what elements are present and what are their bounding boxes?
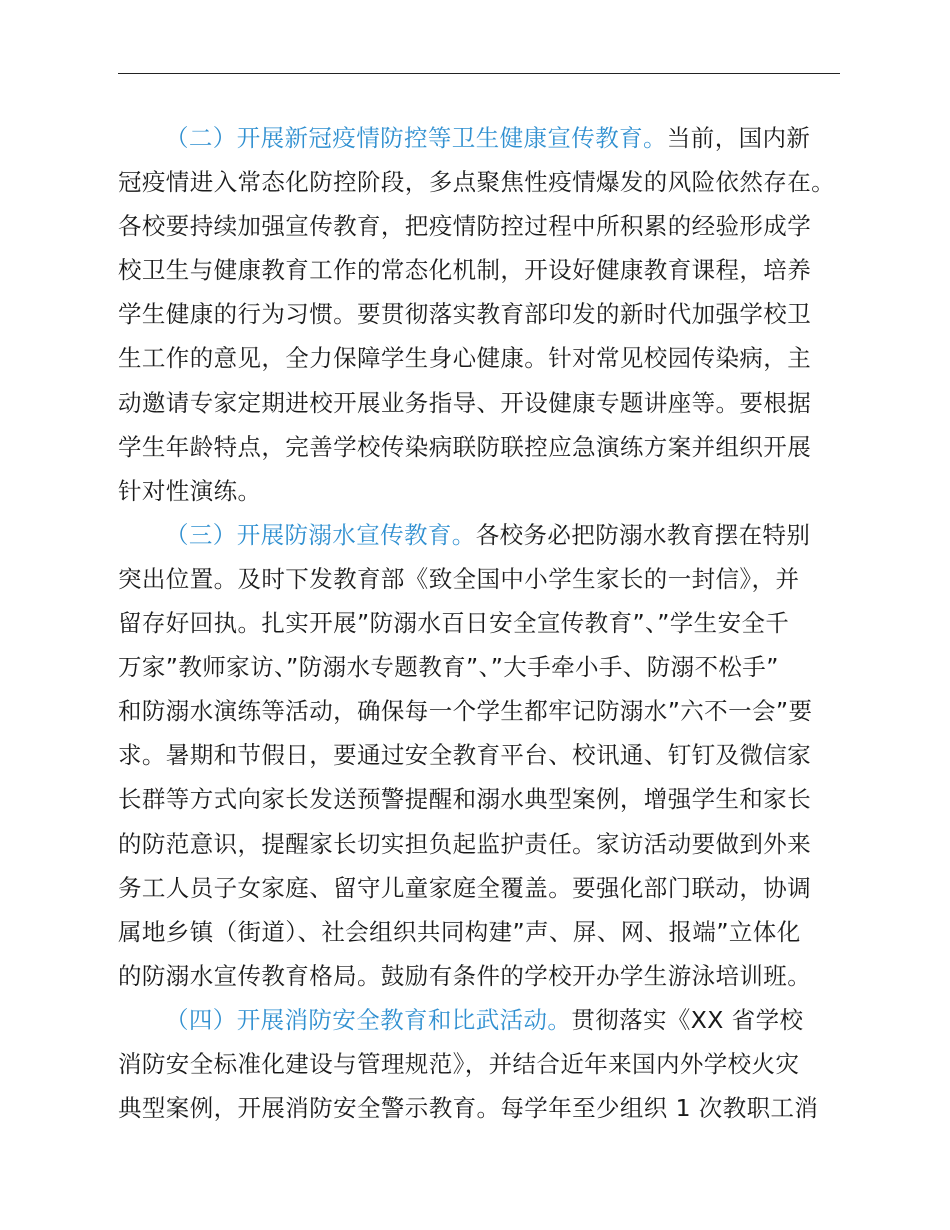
section-heading: （二）开展新冠疫情防控等卫生健康宣传教育。 (165, 124, 667, 152)
paragraph-line: 消防安全标准化建设与管理规范》，并结合近年来国内外学校火灾 (118, 1049, 800, 1078)
paragraph-line: 学生健康的行为习惯。要贯彻落实教育部印发的新时代加强学校卫 (118, 300, 812, 329)
paragraph-fire-safety (118, 998, 840, 1130)
paragraph-text: 贯彻落实《XX 省学校 (571, 1005, 804, 1034)
paragraph-line (118, 116, 840, 160)
paragraph-line: 各校要持续加强宣传教育，把疫情防控过程中所积累的经验形成学 (118, 212, 812, 241)
document-body (118, 116, 840, 1130)
paragraph-line: 务工人员子女家庭、留守儿童家庭全覆盖。要强化部门联动，协调 (118, 873, 812, 902)
paragraph-drowning-prevention (118, 513, 840, 998)
paragraph-line: 针对性演练。 (118, 476, 262, 505)
paragraph-line: 突出位置。及时下发教育部《致全国中小学生家长的一封信》，并 (118, 564, 800, 593)
paragraph-text: 各校务必把防溺水教育摆在特别 (475, 520, 811, 549)
paragraph-line: 校卫生与健康教育工作的常态化机制，开设好健康教育课程，培养 (118, 256, 812, 285)
paragraph-line: 的防范意识，提醒家长切实担负起监护责任。家访活动要做到外来 (118, 829, 812, 858)
paragraph-epidemic-prevention (118, 116, 840, 513)
paragraph-line: 冠疫情进入常态化防控阶段，多点聚焦性疫情爆发的风险依然存在。 (118, 168, 835, 197)
paragraph-line: 学生年龄特点，完善学校传染病联防联控应急演练方案并组织开展 (118, 432, 812, 461)
paragraph-line (118, 998, 840, 1042)
paragraph-line: 动邀请专家定期进校开展业务指导、开设健康专题讲座等。要根据 (118, 388, 812, 417)
paragraph-text: 当前，国内新 (666, 124, 811, 152)
paragraph-line: 典型案例，开展消防安全警示教育。每学年至少组织 1 次教职工消 (118, 1094, 819, 1123)
paragraph-line: 留存好回执。扎实开展”防溺水百日安全宣传教育”、”学生安全千 (118, 609, 790, 638)
section-heading: （四）开展消防安全教育和比武活动。 (165, 1005, 572, 1034)
paragraph-line: 长群等方式向家长发送预警提醒和溺水典型案例，增强学生和家长 (118, 785, 812, 814)
paragraph-line: 的防溺水宣传教育格局。鼓励有条件的学校开办学生游泳培训班。 (118, 961, 812, 990)
paragraph-line: 万家”教师家访、”防溺水专题教育”、”大手牵小手、防溺不松手” (118, 653, 779, 682)
paragraph-line: 属地乡镇（街道）、社会组织共同构建”声、屏、网、报端”立体化 (118, 917, 801, 946)
section-heading: （三）开展防溺水宣传教育。 (165, 520, 476, 549)
paragraph-line: 和防溺水演练等活动，确保每一个学生都牢记防溺水”六不一会”要 (118, 697, 813, 726)
paragraph-line (118, 513, 840, 557)
paragraph-line: 求。暑期和节假日，要通过安全教育平台、校讯通、钉钉及微信家 (118, 741, 812, 770)
header-rule (118, 73, 840, 74)
paragraph-line: 生工作的意见，全力保障学生身心健康。针对常见校园传染病，主 (118, 344, 812, 373)
